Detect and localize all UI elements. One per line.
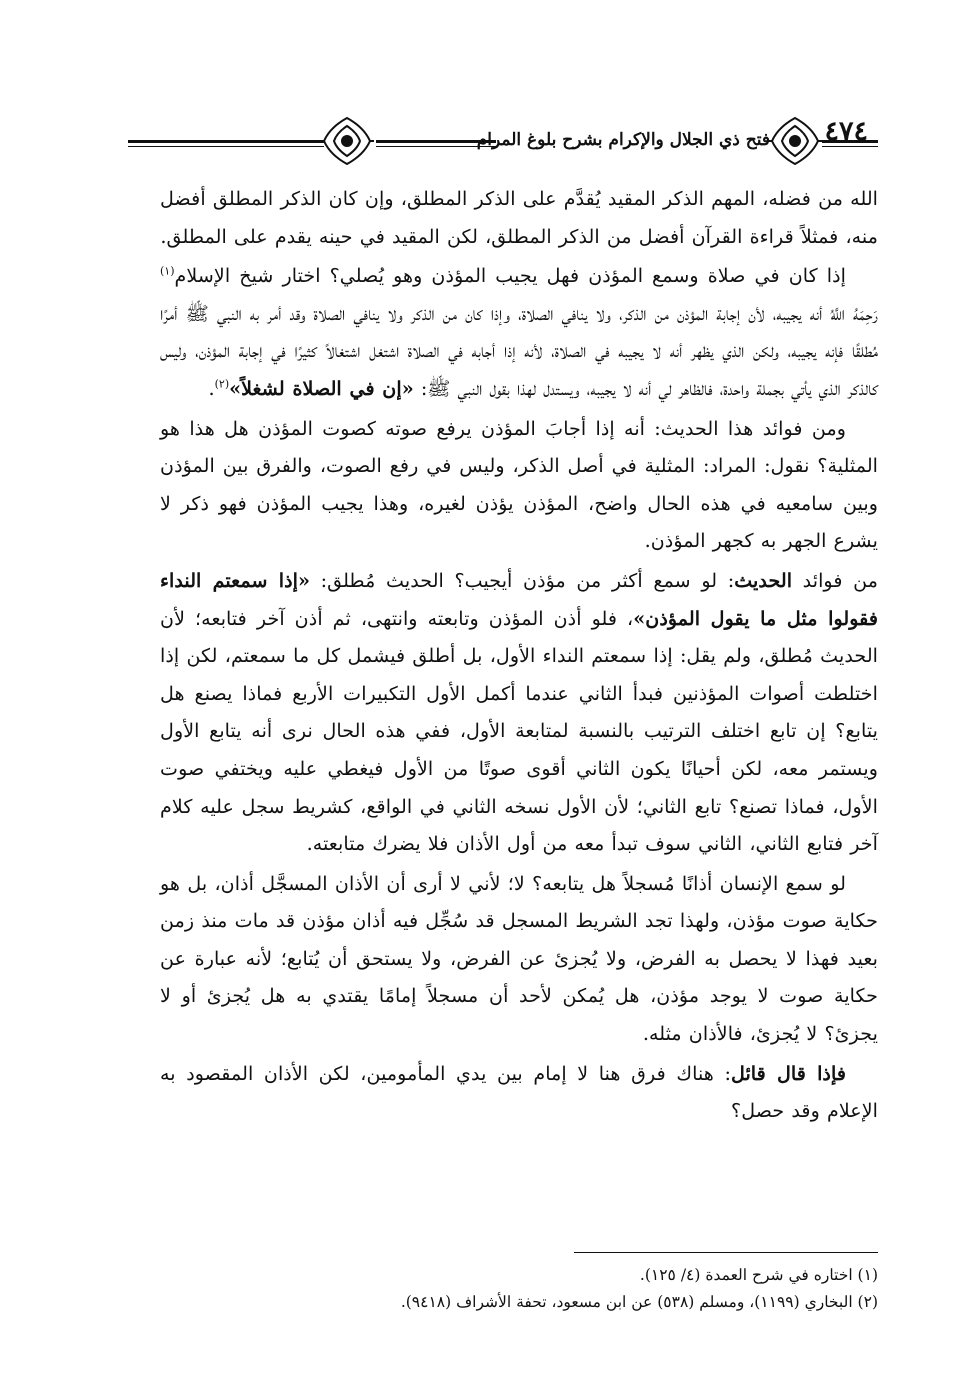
main-text [160, 180, 878, 1132]
text-run: ومن فوائد هذا الحديث: أنه إذا أجابَ المؤذن يرفع صوته كصوت المؤذن هل هذا هو المثلية؟ نقول: المراد: المثلية في أصل الذكر، وليس في رفع الصوت، والفرق بين المؤذن وبين سامعيه في هذه الحال واضح، المؤذن يؤذن لغيره، وهذا يجيب المؤذن فهو ذكر لا يشرع الجهر به كجهر المؤذن. [160, 416, 878, 553]
footnotes [300, 1262, 878, 1316]
footnote-separator [574, 1252, 878, 1253]
page-header [120, 108, 878, 188]
emphasis-text: «إن في الصلاة لشغلاً» [229, 376, 414, 400]
ornament-right-icon [768, 114, 822, 168]
footnote: (٢) البخاري (١١٩٩)، ومسلم (٥٣٨) عن ابن مسعود، تحفة الأشراف (٩٤١٨). [400, 1293, 878, 1311]
paragraph [160, 1055, 878, 1130]
text-run: . [208, 376, 215, 400]
paragraph [160, 257, 878, 407]
book-title: فتح ذي الجلال والإكرام بشرح بلوغ المرام [476, 130, 770, 150]
footnote-marker: (٢) [214, 377, 230, 391]
emphasis-text: «إذا سمعتم النداء فقولوا مثل ما يقول المؤذن» [160, 568, 878, 630]
paragraph [160, 180, 878, 255]
paragraph [160, 410, 878, 560]
text-run: : هناك فرق هنا لا إمام بين يدي المأمومين، لكن الأذان المقصود به الإعلام وقد حصل؟ [160, 1061, 878, 1123]
text-run: الله من فضله، المهم الذكر المقيد يُقدَّم على الذكر المطلق، وإن كان الذكر المطلق أفضل منه، فمثلاً قراءة القرآن أفضل من الذكر المطلق، لكن المقيد في حينه يقدم على المطلق. [160, 187, 878, 248]
paragraph [160, 562, 878, 863]
emphasis-text: فإذا قال قائل [730, 1061, 846, 1085]
footnote: (١) اختاره في شرح العمدة (٤/ ١٢٥). [639, 1266, 878, 1284]
page-number: ٤٧٤ [824, 116, 868, 147]
text-run: : لو سمع أكثر من مؤذن أيجيب؟ الحديث مُطلق: [309, 568, 735, 592]
text-run: ، فلو أذن المؤذن وتابعته وانتهى، ثم أذن آخر فتابعه؛ لأن الحديث مُطلق، ولم يقل: إذا سمعتم النداء الأول، بل أطلق فيشمل كل ما سمعتم، لكن إذا اختلطت أصوات المؤذنين فبدأ الثاني عندما أكمل الأول التكبيرات الأربع فماذا يصنع هل يتابع؟ إن تابع اختلف الترتيب بالنسبة لمتابعة الأول، ففي هذه الحال نرى أنه يتابع الأول ويستمر معه، لكن أحيانًا يكون الثاني أقوى صوتًا من الأول فيغطي عليه ويختفي صوت الأول، فماذا تصنع؟ تابع الثاني؛ لأن الأول نسخه الثاني في الواقع، كشريط سجل عليه كلام آخر فتابع الثاني، الثاني سوف تبدأ معه من أول الأذان فلا يضرك متابعته. [160, 606, 878, 856]
ornament-left-icon [320, 114, 374, 168]
text-run: إذا كان في صلاة وسمع المؤذن فهل يجيب المؤذن وهو يُصلي؟ اختار شيخ الإسلام [174, 264, 846, 288]
text-run: من فوائد [792, 568, 878, 592]
emphasis-text: الحديث [734, 568, 793, 592]
footnote-marker: (١) [160, 264, 175, 278]
text-run: رَحِمَهُ اللَّهُ أنه يجيبه، لأن إجابة المؤذن من الذكر، ولا ينافي الصلاة، وإذا كان من الذكر ولا ينافي الصلاة وقد أمر به النبي ﷺ أمرًا مُطلقًا فإنه يجيبه، ولكن الذي يظهر أنه لا يجيبه في الصلاة، لأنه إذا أجابه في الصلاة اشتغل اشتغالاً كثيرًا في إجابة المؤذن، وليس كالذكر الذي يأتي بجملة واحدة، فالظاهر لي أنه لا يجيبه، ويستدل لهذا بقول النبي ﷺ: [160, 301, 878, 400]
paragraph [160, 865, 878, 1053]
text-run: لو سمع الإنسان أذانًا مُسجلاً هل يتابعه؟ لا؛ لأني لا أرى أن الأذان المسجَّل أذان، بل هو حكاية صوت مؤذن، ولهذا تجد الشريط المسجل قد سُجِّل فيه أذان مؤذن قد مات منذ زمن بعيد فهذا لا يحصل به الفرض، ولا يُجزئ عن الفرض، ولا يستحق أن يُتابع؛ لأنه عبارة عن حكاية صوت لا يوجد مؤذن، هل يُمكن لأحد أن مسجلاً إمامًا يقتدي به هل يُجزئ أو لا يجزئ؟ لا يُجزئ، فالأذان مثله. [160, 871, 878, 1046]
header-rule-left-thin [128, 146, 324, 147]
header-rule-left [128, 140, 324, 143]
